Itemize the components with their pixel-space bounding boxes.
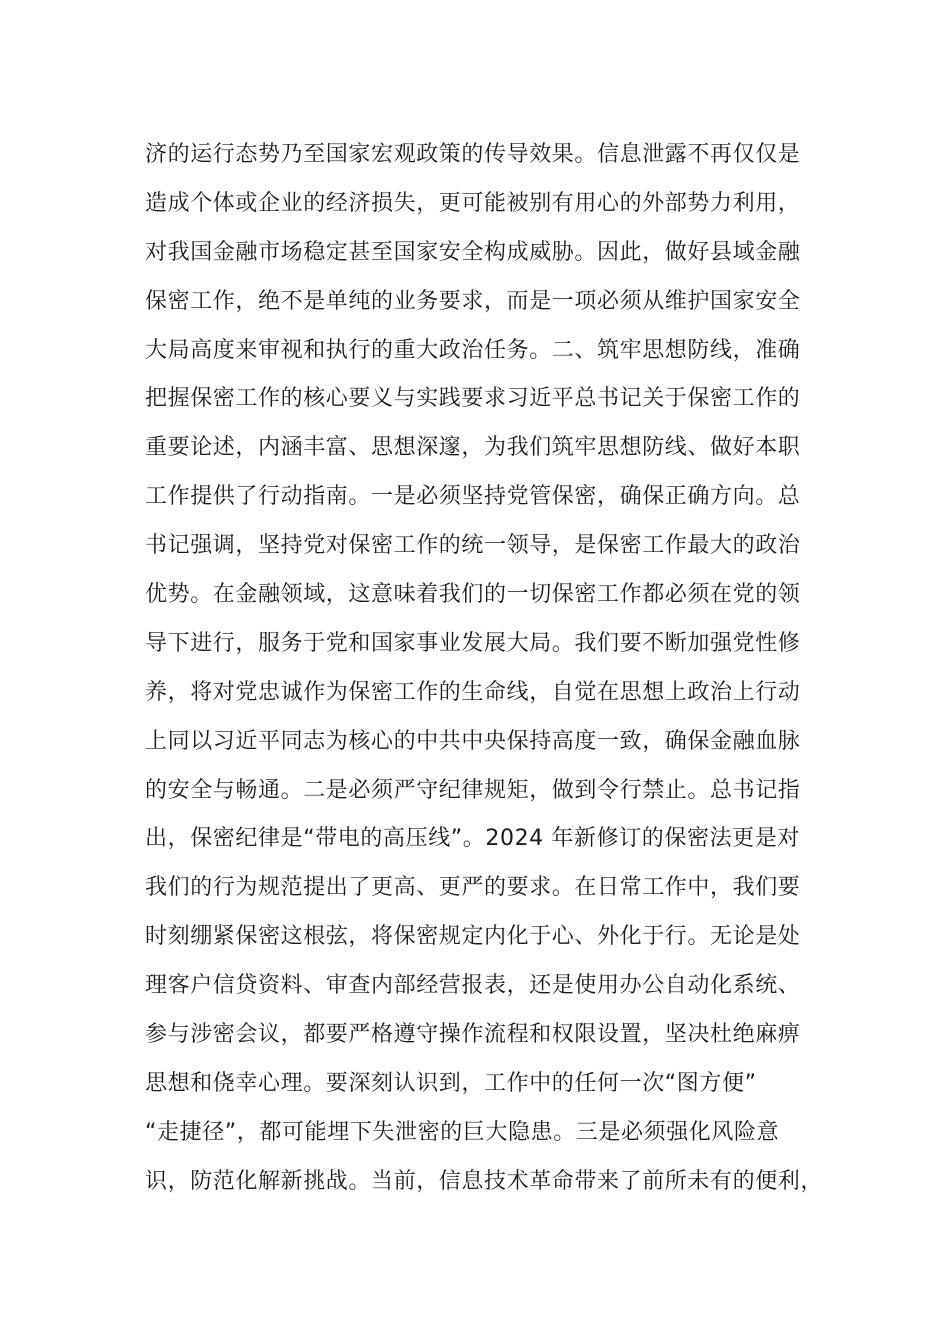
text-line: 上同以习近平同志为核心的中共中央保持高度一致，确保金融血脉 <box>145 728 801 754</box>
body-text <box>145 131 825 1207</box>
text-line: 书记强调，坚持党对保密工作的统一领导，是保密工作最大的政治 <box>145 533 801 559</box>
text-line: 工作提供了行动指南。一是必须坚持党管保密，确保正确方向。总 <box>145 484 801 510</box>
text-line: 识，防范化解新挑战。当前，信息技术革命带来了前所未有的便利， <box>145 1168 824 1194</box>
text-line: 重要论述，内涵丰富、思想深邃，为我们筑牢思想防线、做好本职 <box>145 435 801 461</box>
text-line: 优势。在金融领域，这意味着我们的一切保密工作都必须在党的领 <box>145 582 801 608</box>
text-line: 出，保密纪律是“带电的高压线”。2024 年新修订的保密法更是对 <box>145 826 800 852</box>
text-line: 参与涉密会议，都要严格遵守操作流程和权限设置，坚决杜绝麻痹 <box>145 1022 801 1048</box>
text-line: 把握保密工作的核心要义与实践要求习近平总书记关于保密工作的 <box>145 386 801 412</box>
text-line: 的安全与畅通。二是必须严守纪律规矩，做到令行禁止。总书记指 <box>145 777 801 803</box>
text-line: 理客户信贷资料、审查内部经营报表，还是使用办公自动化系统、 <box>145 973 801 999</box>
text-line: 我们的行为规范提出了更高、更严的要求。在日常工作中，我们要 <box>145 875 801 901</box>
text-line: 保密工作，绝不是单纯的业务要求，而是一项必须从维护国家安全 <box>145 288 801 314</box>
text-line: 导下进行，服务于党和国家事业发展大局。我们要不断加强党性修 <box>145 630 801 656</box>
text-line: 时刻绷紧保密这根弦，将保密规定内化于心、外化于行。无论是处 <box>145 924 801 950</box>
text-line: “走捷径”，都可能埋下失泄密的巨大隐患。三是必须强化风险意 <box>145 1119 780 1145</box>
text-line: 对我国金融市场稳定甚至国家安全构成威胁。因此，做好县域金融 <box>145 239 801 265</box>
text-line: 济的运行态势乃至国家宏观政策的传导效果。信息泄露不再仅仅是 <box>145 142 801 167</box>
text-line: 造成个体或企业的经济损失，更可能被别有用心的外部势力利用， <box>145 190 801 216</box>
text-line: 大局高度来审视和执行的重大政治任务。二、筑牢思想防线，准确 <box>145 337 801 363</box>
text-line: 思想和侥幸心理。要深刻认识到，工作中的任何一次“图方便” <box>145 1070 757 1096</box>
text-line: 养，将对党忠诚作为保密工作的生命线，自觉在思想上政治上行动 <box>145 679 801 705</box>
